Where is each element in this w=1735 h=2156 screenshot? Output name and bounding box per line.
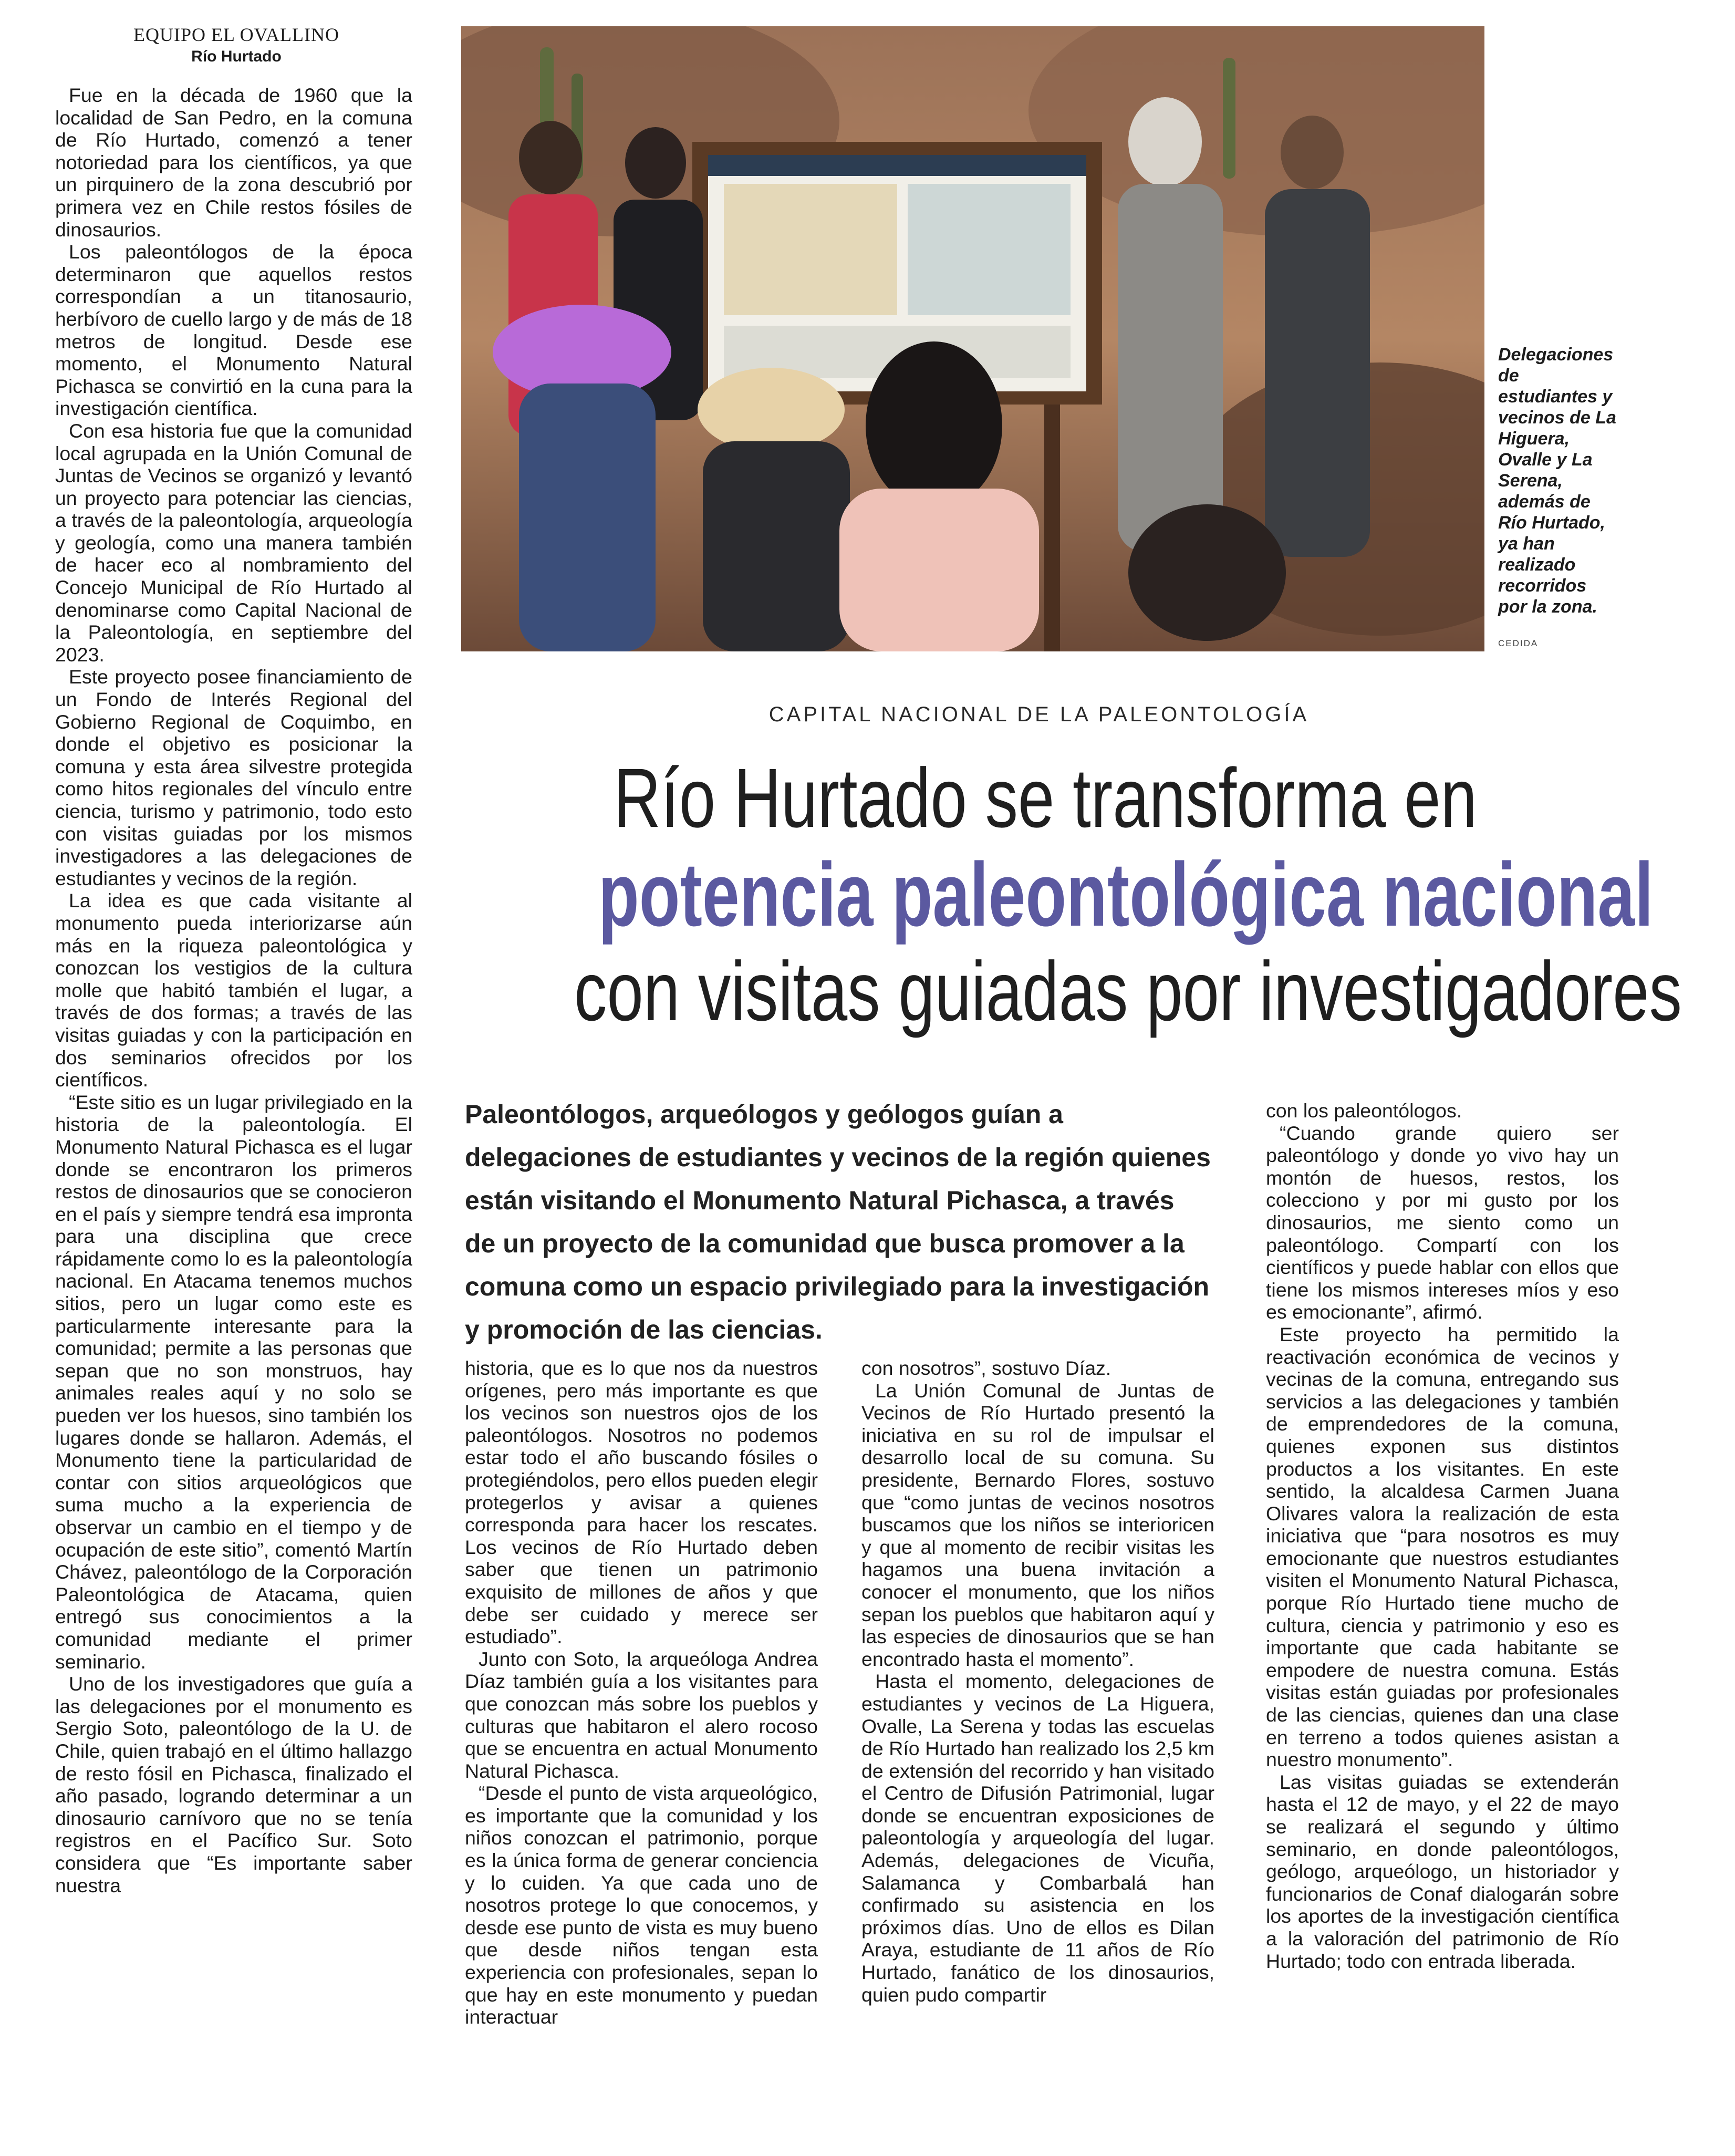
article-column-3 — [861, 1357, 1214, 2006]
paragraph: Fue en la década de 1960 que la localidad de San Pedro, en la comuna de Río Hurtado, comenzó a tener notoriedad para los científicos, ya que un pirquinero de la zona descubrió por primera vez en Chile restos fósiles de dinosaurios. — [55, 84, 412, 241]
byline-location: Río Hurtado — [191, 48, 282, 65]
headline — [441, 751, 1682, 1038]
paragraph: La Unión Comunal de Juntas de Vecinos de Río Hurtado presentó la iniciativa en su rol de impulsar el desarrollo local de su comuna. Su presidente, Bernardo Flores, sostuvo que “como juntas de vecinos nosotros buscamos que los niños se interioricen y que al momento de recibir visitas les hagamos una buena invitación a conocer el monumento, que los niños sepan los pueblos que habitaron aquí y las especies de dinosaurios que se han encontrado hasta el momento”. — [861, 1379, 1214, 1670]
byline-team: EQUIPO EL OVALLINO — [133, 24, 339, 45]
paragraph: Los paleontólogos de la época determinaron que aquellos restos correspondían a un titanosaurio, herbívoro de cuello largo y de más de 18 metros de longitud. Desde ese momento, el Monumento Natural Pichasca se convirtió en la cuna para la investigación científica. — [55, 241, 412, 420]
paragraph: historia, que es lo que nos da nuestros orígenes, pero más importante es que los vecinos son nuestros ojos de los paleontólogos. Nosotros no podemos estar todo el año buscando fósiles o protegiéndolos, pero ellos pueden elegir protegerlos y avisar a quienes corresponda para hacer los rescates. Los vecinos de Río Hurtado deben saber que tienen un patrimonio exquisito de millones de años y que debe ser cuidado y merece ser estudiado”. — [465, 1357, 818, 1648]
paragraph: con nosotros”, sostuvo Díaz. — [861, 1357, 1111, 1379]
byline — [55, 24, 418, 66]
paragraph: Con esa historia fue que la comunidad local agrupada en la Unión Comunal de Juntas de Vecinos se organizó y levantó un proyecto para potenciar las ciencias, a través de la paleontología, arqueología y geología, como una manera también de hacer eco al nombramiento del Concejo Municipal de Río Hurtado al denominarse como Capital Nacional de la Paleontología, en septiembre del 2023. — [55, 419, 412, 666]
headline-line-2: potencia paleontológica nacional — [598, 844, 1654, 945]
paragraph: Este proyecto posee financiamiento de un Fondo de Interés Regional del Gobierno Regional de Coquimbo, en donde el objetivo es posicionar la comuna y esta área silvestre protegida como hitos regionales del vínculo entre ciencia, turismo y patrimonio, todo esto con visitas guiadas por los mismos investigadores a las delegaciones de estudiantes y vecinos de la región. — [55, 666, 412, 889]
paragraph: con los paleontólogos. — [1266, 1100, 1462, 1122]
paragraph: “Desde el punto de vista arqueológico, es importante que la comunidad y los niños conozcan el patrimonio, porque es la única forma de generar conciencia y lo cuiden. Ya que cada uno de nosotros protege lo que conocemos, y desde ese punto de vista es muy bueno que desde niños tengan esta experiencia con profesionales, sepan lo que hay en este monumento y puedan interactuar — [465, 1782, 818, 2028]
article-photo — [461, 26, 1484, 651]
paragraph: La idea es que cada visitante al monumento pueda interiorizarse aún más en la riqueza paleontológica y conozcan los vestigios de la cultura molle que habitó también el lugar, a través de dos formas; a través de las visitas guiadas y con la participación en dos seminarios ofrecidos por los científicos. — [55, 889, 412, 1091]
paragraph: Junto con Soto, la arqueóloga Andrea Díaz también guía a los visitantes para que conozcan más sobre los pueblos y culturas que habitaron el alero rocoso que se encuentra en actual Monumento Natural Pichasca. — [465, 1647, 818, 1782]
article-column-2 — [465, 1357, 818, 2028]
paragraph: “Cuando grande quiero ser paleontólogo y donde yo vivo hay un montón de huesos, restos, los colecciono y por mi gusto por los dinosaurios, me siento como un paleontólogo. Compartí con los científicos y puede hablar con ellos que tiene los mismos intereses míos y eso es emocionante”, afirmó. — [1266, 1122, 1619, 1323]
paragraph: Hasta el momento, delegaciones de estudiantes y vecinos de La Higuera, Ovalle, La Serena y todas las escuelas de Río Hurtado han realizado los 2,5 km de extensión del recorrido y han visitado el Centro de Difusión Patrimonial, lugar donde se encuentran exposiciones de paleontología y arqueología del lugar. Además, delegaciones de Vicuña, Salamanca y Combarbalá han confirmado su asistencia en los próximos días. Uno de ellos es Dilan Araya, estudiante de 11 años de Río Hurtado, fanático de los dinosaurios, quien pudo compartir — [861, 1670, 1214, 2006]
paragraph: Uno de los investigadores que guía a las delegaciones por el monumento es Sergio Soto, paleontólogo de la U. de Chile, quien trabajó en el último hallazgo de resto fósil en Pichasca, finalizado el año pasado, logrando determinar a un dinosaurio carnívoro que no se tenía registros en el Pacífico Sur. Soto considera que “Es importante saber nuestra — [55, 1673, 412, 1896]
article-column-4 — [1266, 1100, 1619, 1972]
section-kicker: CAPITAL NACIONAL DE LA PALEONTOLOGÍA — [768, 703, 1310, 726]
paragraph: “Este sitio es un lugar privilegiado en la historia de la paleontología. El Monumento Natural Pichasca es el lugar donde se encontraron los primeros restos de dinosaurios que se conocieron en el país y siempre tendrá esa impronta para una disciplina que crece rápidamente como lo es la paleontología nacional. En Atacama tenemos muchos sitios, pero un lugar como este es particularmente interesante para la comunidad; permite a las personas que sepan que no son monstruos, hay animales reales aquí y no solo se pueden ver los huesos, sino también los lugares donde se hallaron. Además, el Monumento tiene la particularidad de contar con sitios arqueológicos que suma mucho a la experiencia de observar un cambio en el tiempo y de ocupación de este sitio”, comentó Martín Chávez, paleontólogo de la Corporación Paleontológica de Atacama, quien entregó sus conocimientos a la comunidad mediante el primer seminario. — [55, 1091, 412, 1673]
photo-credit: CEDIDA — [1498, 638, 1539, 648]
article-column-1 — [55, 84, 412, 1896]
paragraph: Las visitas guiadas se extenderán hasta el 12 de mayo, y el 22 de mayo se realizará el segundo y último seminario, en donde paleontólogos, geólogo, arqueólogo, un historiador y funcionarios de Conaf dialogarán sobre los aportes de la investigación científica a la valoración del patrimonio de Río Hurtado; todo con entrada liberada. — [1266, 1770, 1619, 1972]
headline-line-3: con visitas guiadas por investigadores — [574, 944, 1682, 1038]
photo-illustration — [461, 26, 1484, 651]
headline-line-1: Río Hurtado se transforma en — [614, 751, 1477, 845]
lead-paragraph: Paleontólogos, arqueólogos y geólogos guían a delegaciones de estudiantes y vecinos de la región quienes están visitando el Monumento Natural Pichasca, a través de un proyecto de la comunidad que busca promover a la comuna como un espacio privilegiado para la investigación y promoción de las ciencias. — [465, 1100, 1211, 1344]
photo-caption: Delegaciones de estudiantes y vecinos de La Higuera, Ovalle y La Serena, además de Río Hurtado, ya han realizado recorridos por la zona. — [1498, 345, 1616, 617]
paragraph: Este proyecto ha permitido la reactivación económica de vecinos y vecinas de la comuna, entregando sus servicios a las delegaciones y también de emprendedores de la comuna, quienes exponen sus distintos productos a los visitantes. En este sentido, la alcaldesa Carmen Juana Olivares valora la realización de esta iniciativa que “para nosotros es muy emocionante que nuestros estudiantes visiten el Monumento Natural Pichasca, porque Río Hurtado tiene mucho de cultura, ciencia y patrimonio y eso es importante que cada habitante se empodere de nuestra comuna. Estás visitas están guiadas por profesionales de las ciencias, quienes dan una clase en terreno a todos quienes asistan a nuestro monumento”. — [1266, 1323, 1619, 1771]
